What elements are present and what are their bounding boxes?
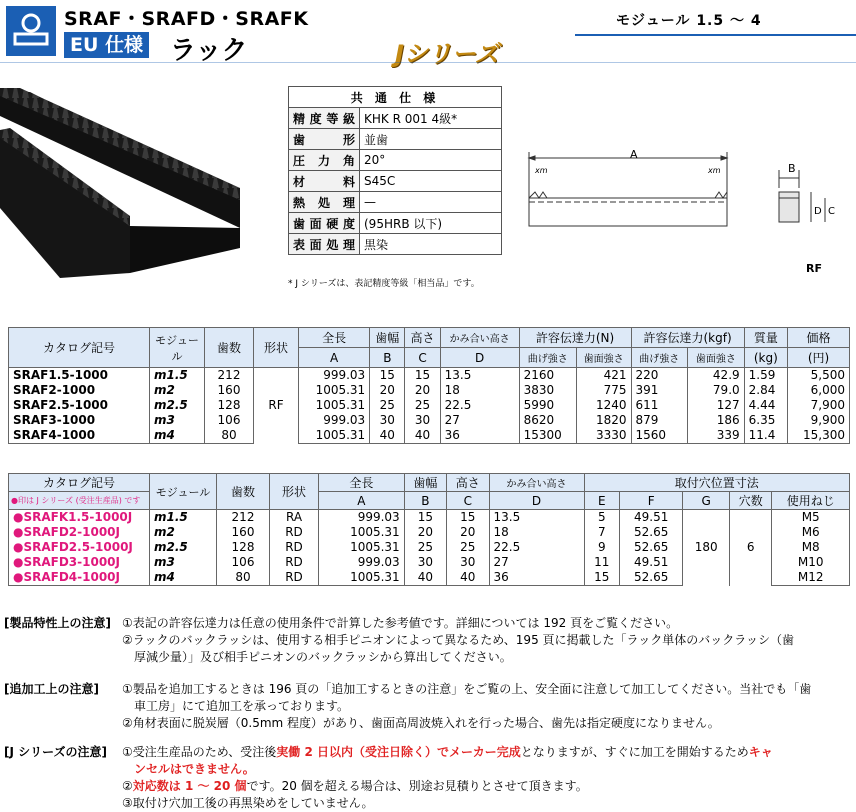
spec-value: — (360, 192, 502, 213)
cell-price: 7,900 (788, 398, 850, 413)
col-mesh-height: かみ合い高さ (440, 328, 519, 348)
cell-surface-n: 3330 (576, 428, 631, 444)
note-emphasis: 対応数は 1 ～ 20 個 (132, 779, 247, 793)
cell-c: 30 (447, 555, 489, 570)
cell-c: 20 (447, 525, 489, 540)
sub-mass-unit: (kg) (744, 348, 787, 368)
dim-label-d: D (814, 206, 822, 217)
cell-shape: RD (270, 540, 319, 555)
cell-d: 27 (489, 555, 584, 570)
cell-d: 13.5 (440, 368, 519, 384)
cell-g: 180 (683, 510, 730, 586)
spec-key: 熱処理 (289, 192, 360, 213)
cell-code: SRAF2-1000 (9, 383, 150, 398)
col-catalog: カタログ記号 (9, 328, 150, 368)
cell-code: ●SRAFD3-1000J (9, 555, 150, 570)
note-text: ② (122, 779, 133, 793)
note-line (122, 761, 852, 778)
cell-surface-kgf: 79.0 (688, 383, 745, 398)
cell-screw: M10 (772, 555, 850, 570)
series-codes: SRAF・SRAFD・SRAFK (64, 8, 309, 30)
cell-teeth: 160 (217, 525, 270, 540)
cell-a: 999.03 (319, 510, 405, 526)
col-module: モジュール (150, 328, 205, 368)
cell-a: 999.03 (299, 368, 370, 384)
sub-surface-kgf: 歯面強さ (688, 348, 745, 368)
cell-bending-n: 5990 (519, 398, 576, 413)
cell-surface-n: 775 (576, 383, 631, 398)
col-mount-hole: 取付穴位置寸法 (584, 474, 849, 492)
cell-shape: RD (270, 555, 319, 570)
cell-a: 1005.31 (319, 570, 405, 586)
cell-c: 40 (447, 570, 489, 586)
cell-b: 40 (404, 570, 446, 586)
dim-label-xm: xm (535, 166, 548, 175)
cell-a: 1005.31 (319, 525, 405, 540)
table-row (9, 428, 850, 444)
col-catalog: カタログ記号 (9, 474, 150, 492)
cell-mass: 11.4 (744, 428, 787, 444)
cell-teeth: 80 (217, 570, 270, 586)
cell-d: 27 (440, 413, 519, 428)
dim-label-a: A (630, 148, 638, 161)
spec-key: 歯面硬度 (289, 213, 360, 234)
cell-c: 25 (447, 540, 489, 555)
cell-a: 999.03 (299, 413, 370, 428)
col-mass: 質量 (744, 328, 787, 348)
col-length: 全長 (319, 474, 405, 492)
cell-c: 20 (405, 383, 440, 398)
product-name: ラック (170, 36, 248, 66)
note-line: 車工房」にて追加工を承っております。 (134, 699, 350, 713)
note-line (122, 744, 852, 761)
j-series-logo: Jシリーズ (395, 40, 499, 68)
cell-mass: 6.35 (744, 413, 787, 428)
cell-code: ●SRAFD2-1000J (9, 525, 150, 540)
eu-spec-badge: EU 仕様 (64, 32, 149, 58)
cell-shape: RA (270, 510, 319, 526)
col-shape: 形状 (270, 474, 319, 510)
cell-shape: RD (270, 525, 319, 540)
cell-module: m2.5 (150, 540, 217, 555)
cell-f: 52.65 (620, 525, 683, 540)
cell-mass: 1.59 (744, 368, 787, 384)
sub-d: D (440, 348, 519, 368)
cell-a: 1005.31 (299, 383, 370, 398)
cell-module: m3 (150, 413, 205, 428)
note-line: ③取付け穴加工後の再黒染めをしていません。 (122, 796, 374, 810)
col-force-n: 許容伝達力(N) (519, 328, 631, 348)
sub-g: G (683, 492, 730, 510)
rack-photo-image (0, 88, 275, 288)
cell-a: 1005.31 (319, 540, 405, 555)
col-module: モジュール (150, 474, 217, 510)
cell-f: 52.65 (620, 570, 683, 586)
sub-c: C (405, 348, 440, 368)
cell-b: 25 (370, 398, 405, 413)
cell-shape: RD (270, 570, 319, 586)
module-range: モジュール 1.5 ～ 4 (616, 13, 762, 29)
cell-c: 15 (405, 368, 440, 384)
cell-f: 52.65 (620, 540, 683, 555)
sub-bending-n: 曲げ強さ (519, 348, 576, 368)
col-price: 価格 (788, 328, 850, 348)
cell-bending-kgf: 1560 (631, 428, 688, 444)
cell-bending-kgf: 391 (631, 383, 688, 398)
header-rule (575, 34, 856, 36)
cell-e: 11 (584, 555, 619, 570)
cell-e: 7 (584, 525, 619, 540)
spec-key: 表面処理 (289, 234, 360, 255)
note-emphasis: 実働 2 日以内（受注日除く）でメーカー完成 (276, 745, 521, 759)
dim-label-xm: xm (708, 166, 721, 175)
note-emphasis: ンセルはできません。 (134, 762, 255, 776)
cell-holes: 6 (730, 510, 772, 586)
table-row (9, 398, 850, 413)
cell-code: SRAF1.5-1000 (9, 368, 150, 384)
header-divider (0, 62, 856, 63)
cell-d: 18 (489, 525, 584, 540)
note-label-jseries: [J シリーズの注意] (4, 745, 108, 759)
cell-price: 6,000 (788, 383, 850, 398)
col-mesh-height: かみ合い高さ (489, 474, 584, 492)
cell-b: 25 (404, 540, 446, 555)
sub-f: F (620, 492, 683, 510)
cell-module: m2 (150, 525, 217, 540)
cell-surface-n: 421 (576, 368, 631, 384)
cell-teeth: 160 (205, 383, 254, 398)
cell-module: m2.5 (150, 398, 205, 413)
cell-bending-n: 8620 (519, 413, 576, 428)
sub-a: A (319, 492, 405, 510)
cell-price: 5,500 (788, 368, 850, 384)
spec-key: 歯形 (289, 129, 360, 150)
cell-surface-n: 1820 (576, 413, 631, 428)
cell-bending-n: 2160 (519, 368, 576, 384)
spec-value: 20° (360, 150, 502, 171)
common-spec-table (288, 86, 502, 255)
note-text: ①受注生産品のため、受注後 (122, 745, 277, 759)
sub-a: A (299, 348, 370, 368)
cell-c: 30 (405, 413, 440, 428)
cell-b: 15 (404, 510, 446, 526)
cell-screw: M8 (772, 540, 850, 555)
col-shape: 形状 (254, 328, 299, 368)
note-line: ②角材表面に脱炭層（0.5mm 程度）があり、歯面高周波焼入れを行った場合、歯先は指定硬度になりません。 (122, 716, 720, 730)
cell-bending-kgf: 220 (631, 368, 688, 384)
cell-code: SRAF2.5-1000 (9, 398, 150, 413)
cell-b: 15 (370, 368, 405, 384)
cell-code: ●SRAFD2.5-1000J (9, 540, 150, 555)
sub-d: D (489, 492, 584, 510)
note-line: ②ラックのバックラッシは、使用する相手ピニオンによって異なるため、195 頁に掲載した「ラック単体のバックラッシ（歯 (122, 633, 795, 647)
cell-surface-n: 1240 (576, 398, 631, 413)
col-width: 歯幅 (370, 328, 405, 348)
col-teeth: 歯数 (217, 474, 270, 510)
cell-mass: 4.44 (744, 398, 787, 413)
cell-code: SRAF4-1000 (9, 428, 150, 444)
spec-footnote: * J シリーズは、表記精度等級「相当品」です。 (288, 279, 480, 289)
note-text: です。20 個を超える場合は、別途お見積りとさせて頂きます。 (246, 779, 588, 793)
cell-code: ●SRAFK1.5-1000J (9, 510, 150, 526)
table-row (9, 413, 850, 428)
cell-screw: M5 (772, 510, 850, 526)
note-jseries (122, 744, 852, 812)
note-line: ①表記の許容伝達力は任意の使用条件で計算した参考値です。詳細については 192 頁をご覧ください。 (122, 616, 679, 630)
spec-value: 並歯 (360, 129, 502, 150)
cell-module: m4 (150, 428, 205, 444)
cell-shape: RF (254, 368, 299, 444)
cell-f: 49.51 (620, 555, 683, 570)
col-teeth: 歯数 (205, 328, 254, 368)
j-series-note: ●印は J シリーズ (受注生産品) です (11, 496, 141, 505)
spec-value: KHK R 001 4級* (360, 108, 502, 129)
cell-c: 15 (447, 510, 489, 526)
cell-module: m1.5 (150, 368, 205, 384)
cell-c: 40 (405, 428, 440, 444)
cell-bending-kgf: 879 (631, 413, 688, 428)
cell-mass: 2.84 (744, 383, 787, 398)
cell-b: 20 (404, 525, 446, 540)
spec-value: S45C (360, 171, 502, 192)
note-text: となりますが、すぐに加工を開始するため (520, 745, 749, 759)
cell-b: 30 (370, 413, 405, 428)
shape-rf-label: RF (806, 262, 822, 275)
cell-code: SRAF3-1000 (9, 413, 150, 428)
rack-dimension-drawing (515, 140, 845, 240)
cell-b: 40 (370, 428, 405, 444)
col-width: 歯幅 (404, 474, 446, 492)
cell-surface-kgf: 127 (688, 398, 745, 413)
cell-teeth: 80 (205, 428, 254, 444)
col-height: 高さ (405, 328, 440, 348)
note-machining (122, 681, 852, 732)
cell-surface-kgf: 186 (688, 413, 745, 428)
spec-title: 共 通 仕 様 (289, 87, 502, 108)
cell-a: 999.03 (319, 555, 405, 570)
cell-e: 15 (584, 570, 619, 586)
sub-price-unit: (円) (788, 348, 850, 368)
cell-d: 36 (440, 428, 519, 444)
cell-teeth: 106 (217, 555, 270, 570)
cell-surface-kgf: 42.9 (688, 368, 745, 384)
cell-teeth: 212 (205, 368, 254, 384)
sub-b: B (370, 348, 405, 368)
table-row (9, 368, 850, 384)
col-height: 高さ (447, 474, 489, 492)
note-product (122, 615, 852, 666)
cell-screw: M6 (772, 525, 850, 540)
cell-bending-kgf: 611 (631, 398, 688, 413)
spec-key: 材料 (289, 171, 360, 192)
spec-value: 黒染 (360, 234, 502, 255)
dim-label-b: B (788, 162, 796, 175)
spec-value: (95HRB 以下) (360, 213, 502, 234)
cell-teeth: 128 (205, 398, 254, 413)
cell-code: ●SRAFD4-1000J (9, 570, 150, 586)
dim-label-c: C (828, 206, 835, 217)
cell-d: 13.5 (489, 510, 584, 526)
cell-a: 1005.31 (299, 398, 370, 413)
cell-teeth: 106 (205, 413, 254, 428)
cell-price: 15,300 (788, 428, 850, 444)
cell-module: m2 (150, 383, 205, 398)
sub-c: C (447, 492, 489, 510)
table-row (9, 510, 850, 526)
cell-e: 9 (584, 540, 619, 555)
cell-b: 20 (370, 383, 405, 398)
cell-module: m4 (150, 570, 217, 586)
cell-bending-n: 3830 (519, 383, 576, 398)
srafd-spec-table (8, 473, 850, 586)
brand-logo-icon (6, 6, 56, 56)
cell-a: 1005.31 (299, 428, 370, 444)
note-line: ①製品を追加工するときは 196 頁の「追加工するときの注意」をご覧の上、安全面に注意して加工してください。当社でも「歯 (122, 682, 812, 696)
note-emphasis: キャ (748, 745, 773, 759)
cell-d: 18 (440, 383, 519, 398)
cell-b: 30 (404, 555, 446, 570)
cell-teeth: 212 (217, 510, 270, 526)
cell-module: m3 (150, 555, 217, 570)
cell-e: 5 (584, 510, 619, 526)
sub-surface-n: 歯面強さ (576, 348, 631, 368)
cell-d: 22.5 (440, 398, 519, 413)
cell-bending-n: 15300 (519, 428, 576, 444)
cell-c: 25 (405, 398, 440, 413)
cell-price: 9,900 (788, 413, 850, 428)
cell-teeth: 128 (217, 540, 270, 555)
note-label-product: [製品特性上の注意] (4, 616, 111, 630)
sraf-spec-table (8, 327, 850, 444)
cell-d: 22.5 (489, 540, 584, 555)
cell-d: 36 (489, 570, 584, 586)
note-line (122, 778, 852, 795)
cell-f: 49.51 (620, 510, 683, 526)
sub-holes: 穴数 (730, 492, 772, 510)
col-length: 全長 (299, 328, 370, 348)
cell-module: m1.5 (150, 510, 217, 526)
sub-screw: 使用ねじ (772, 492, 850, 510)
spec-key: 精度等級 (289, 108, 360, 129)
sub-b: B (404, 492, 446, 510)
note-label-machining: [追加工上の注意] (4, 682, 99, 696)
sub-bending-kgf: 曲げ強さ (631, 348, 688, 368)
note-line: 厚減少量）」及び相手ピニオンのバックラッシから算出してください。 (134, 650, 512, 664)
spec-key: 圧力角 (289, 150, 360, 171)
sub-e: E (584, 492, 619, 510)
cell-screw: M12 (772, 570, 850, 586)
col-force-kgf: 許容伝達力(kgf) (631, 328, 744, 348)
table-row (9, 383, 850, 398)
cell-surface-kgf: 339 (688, 428, 745, 444)
